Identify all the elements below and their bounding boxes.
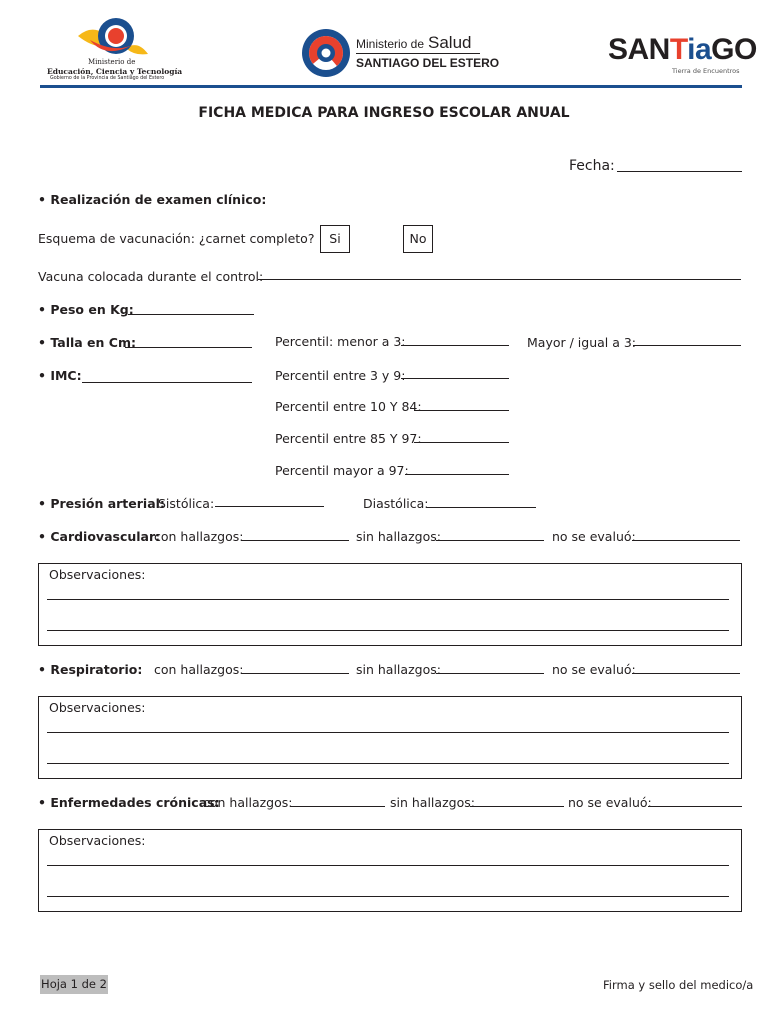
cardio-no-eval-label: no se evaluó: bbox=[552, 529, 636, 544]
respiratorio-label: • Respiratorio: bbox=[38, 662, 143, 677]
peso-field[interactable] bbox=[128, 314, 254, 315]
cronicas-label: • Enfermedades crónicas: bbox=[38, 795, 220, 810]
cron-sin-label: sin hallazgos: bbox=[390, 795, 475, 810]
no-checkbox[interactable] bbox=[403, 225, 433, 253]
education-logo-line2: Educación, Ciencia y Tecnología bbox=[47, 67, 183, 76]
vacuna-label: Vacuna colocada durante el control: bbox=[38, 269, 264, 284]
percentil-3-9-label: Percentil entre 3 y 9: bbox=[275, 368, 406, 383]
resp-sin-label: sin hallazgos: bbox=[356, 662, 441, 677]
imc-label: • IMC: bbox=[38, 368, 82, 383]
resp-observaciones-line bbox=[47, 763, 729, 764]
resp-observaciones-line bbox=[47, 732, 729, 733]
percentil-menor-label: Percentil: menor a 3: bbox=[275, 334, 406, 349]
percentil-85-97-label: Percentil entre 85 Y 97: bbox=[275, 431, 422, 446]
peso-label: • Peso en Kg: bbox=[38, 302, 134, 317]
cardio-observaciones-box[interactable] bbox=[38, 563, 742, 646]
sistolica-label: Sistólica: bbox=[158, 496, 215, 511]
fecha-field[interactable] bbox=[617, 171, 742, 172]
health-logo-divider bbox=[356, 53, 480, 54]
page-indicator: Hoja 1 de 2 bbox=[40, 975, 108, 994]
santiago-brand: SANTiaGO bbox=[608, 33, 757, 66]
cardio-no-eval-field[interactable] bbox=[632, 540, 740, 541]
resp-no-eval-field[interactable] bbox=[632, 673, 740, 674]
resp-observaciones-box[interactable] bbox=[38, 696, 742, 779]
cardio-label: • Cardiovascular: bbox=[38, 529, 161, 544]
vacuna-field[interactable] bbox=[258, 279, 741, 280]
si-label: Si bbox=[329, 231, 341, 246]
health-emblem-icon bbox=[300, 28, 352, 78]
diastolica-label: Diastólica: bbox=[363, 496, 429, 511]
vacunacion-label: Esquema de vacunación: ¿carnet completo? bbox=[38, 231, 315, 246]
signature-label: Firma y sello del medico/a bbox=[603, 978, 754, 992]
cron-observaciones-label: Observaciones: bbox=[49, 833, 146, 848]
cardio-observaciones-line bbox=[47, 599, 729, 600]
cardio-sin-field[interactable] bbox=[436, 540, 544, 541]
no-label: No bbox=[409, 231, 427, 246]
examen-clinico-heading: • Realización de examen clínico: bbox=[38, 192, 267, 207]
percentil-mayor-97-field[interactable] bbox=[405, 474, 509, 475]
fecha-label: Fecha: bbox=[569, 158, 615, 174]
imc-field[interactable] bbox=[82, 382, 252, 383]
resp-sin-field[interactable] bbox=[436, 673, 544, 674]
cron-observaciones-box[interactable] bbox=[38, 829, 742, 912]
cron-no-eval-label: no se evaluó: bbox=[568, 795, 652, 810]
sistolica-field[interactable] bbox=[215, 506, 324, 507]
resp-con-field[interactable] bbox=[241, 673, 349, 674]
cardio-con-label: con hallazgos: bbox=[154, 529, 244, 544]
cardio-con-field[interactable] bbox=[241, 540, 349, 541]
form-title: FICHA MEDICA PARA INGRESO ESCOLAR ANUAL bbox=[198, 105, 570, 121]
percentil-menor-field[interactable] bbox=[401, 345, 509, 346]
presion-label: • Presión arterial: bbox=[38, 496, 165, 511]
diastolica-field[interactable] bbox=[427, 507, 536, 508]
health-logo-line2: SANTIAGO DEL ESTERO bbox=[356, 56, 500, 70]
percentil-10-84-field[interactable] bbox=[414, 410, 509, 411]
cron-con-field[interactable] bbox=[290, 806, 385, 807]
cardio-observaciones-line bbox=[47, 630, 729, 631]
talla-label: • Talla en Cm: bbox=[38, 335, 136, 350]
talla-field[interactable] bbox=[125, 347, 252, 348]
education-emblem-icon bbox=[76, 14, 150, 60]
education-logo-line3: Gobierno de la Provincia de Santiago del Estero bbox=[50, 76, 165, 81]
health-logo-line1: Ministerio de Salud bbox=[356, 33, 472, 52]
percentil-85-97-field[interactable] bbox=[414, 442, 509, 443]
cron-observaciones-line bbox=[47, 896, 729, 897]
si-checkbox[interactable] bbox=[320, 225, 350, 253]
education-logo-line1: Ministerio de bbox=[88, 58, 136, 66]
header-rule bbox=[40, 85, 742, 88]
resp-observaciones-label: Observaciones: bbox=[49, 700, 146, 715]
percentil-mayor-97-label: Percentil mayor a 97: bbox=[275, 463, 409, 478]
cron-observaciones-line bbox=[47, 865, 729, 866]
percentil-3-9-field[interactable] bbox=[401, 378, 509, 379]
cron-sin-field[interactable] bbox=[470, 806, 564, 807]
mayor-igual-field[interactable] bbox=[633, 345, 741, 346]
cardio-observaciones-label: Observaciones: bbox=[49, 567, 146, 582]
mayor-igual-label: Mayor / igual a 3: bbox=[527, 335, 637, 350]
percentil-10-84-label: Percentil entre 10 Y 84: bbox=[275, 399, 422, 414]
resp-con-label: con hallazgos: bbox=[154, 662, 244, 677]
santiago-tagline: Tierra de Encuentros bbox=[672, 67, 740, 75]
cron-con-label: con hallazgos: bbox=[203, 795, 293, 810]
cron-no-eval-field[interactable] bbox=[648, 806, 742, 807]
cardio-sin-label: sin hallazgos: bbox=[356, 529, 441, 544]
resp-no-eval-label: no se evaluó: bbox=[552, 662, 636, 677]
